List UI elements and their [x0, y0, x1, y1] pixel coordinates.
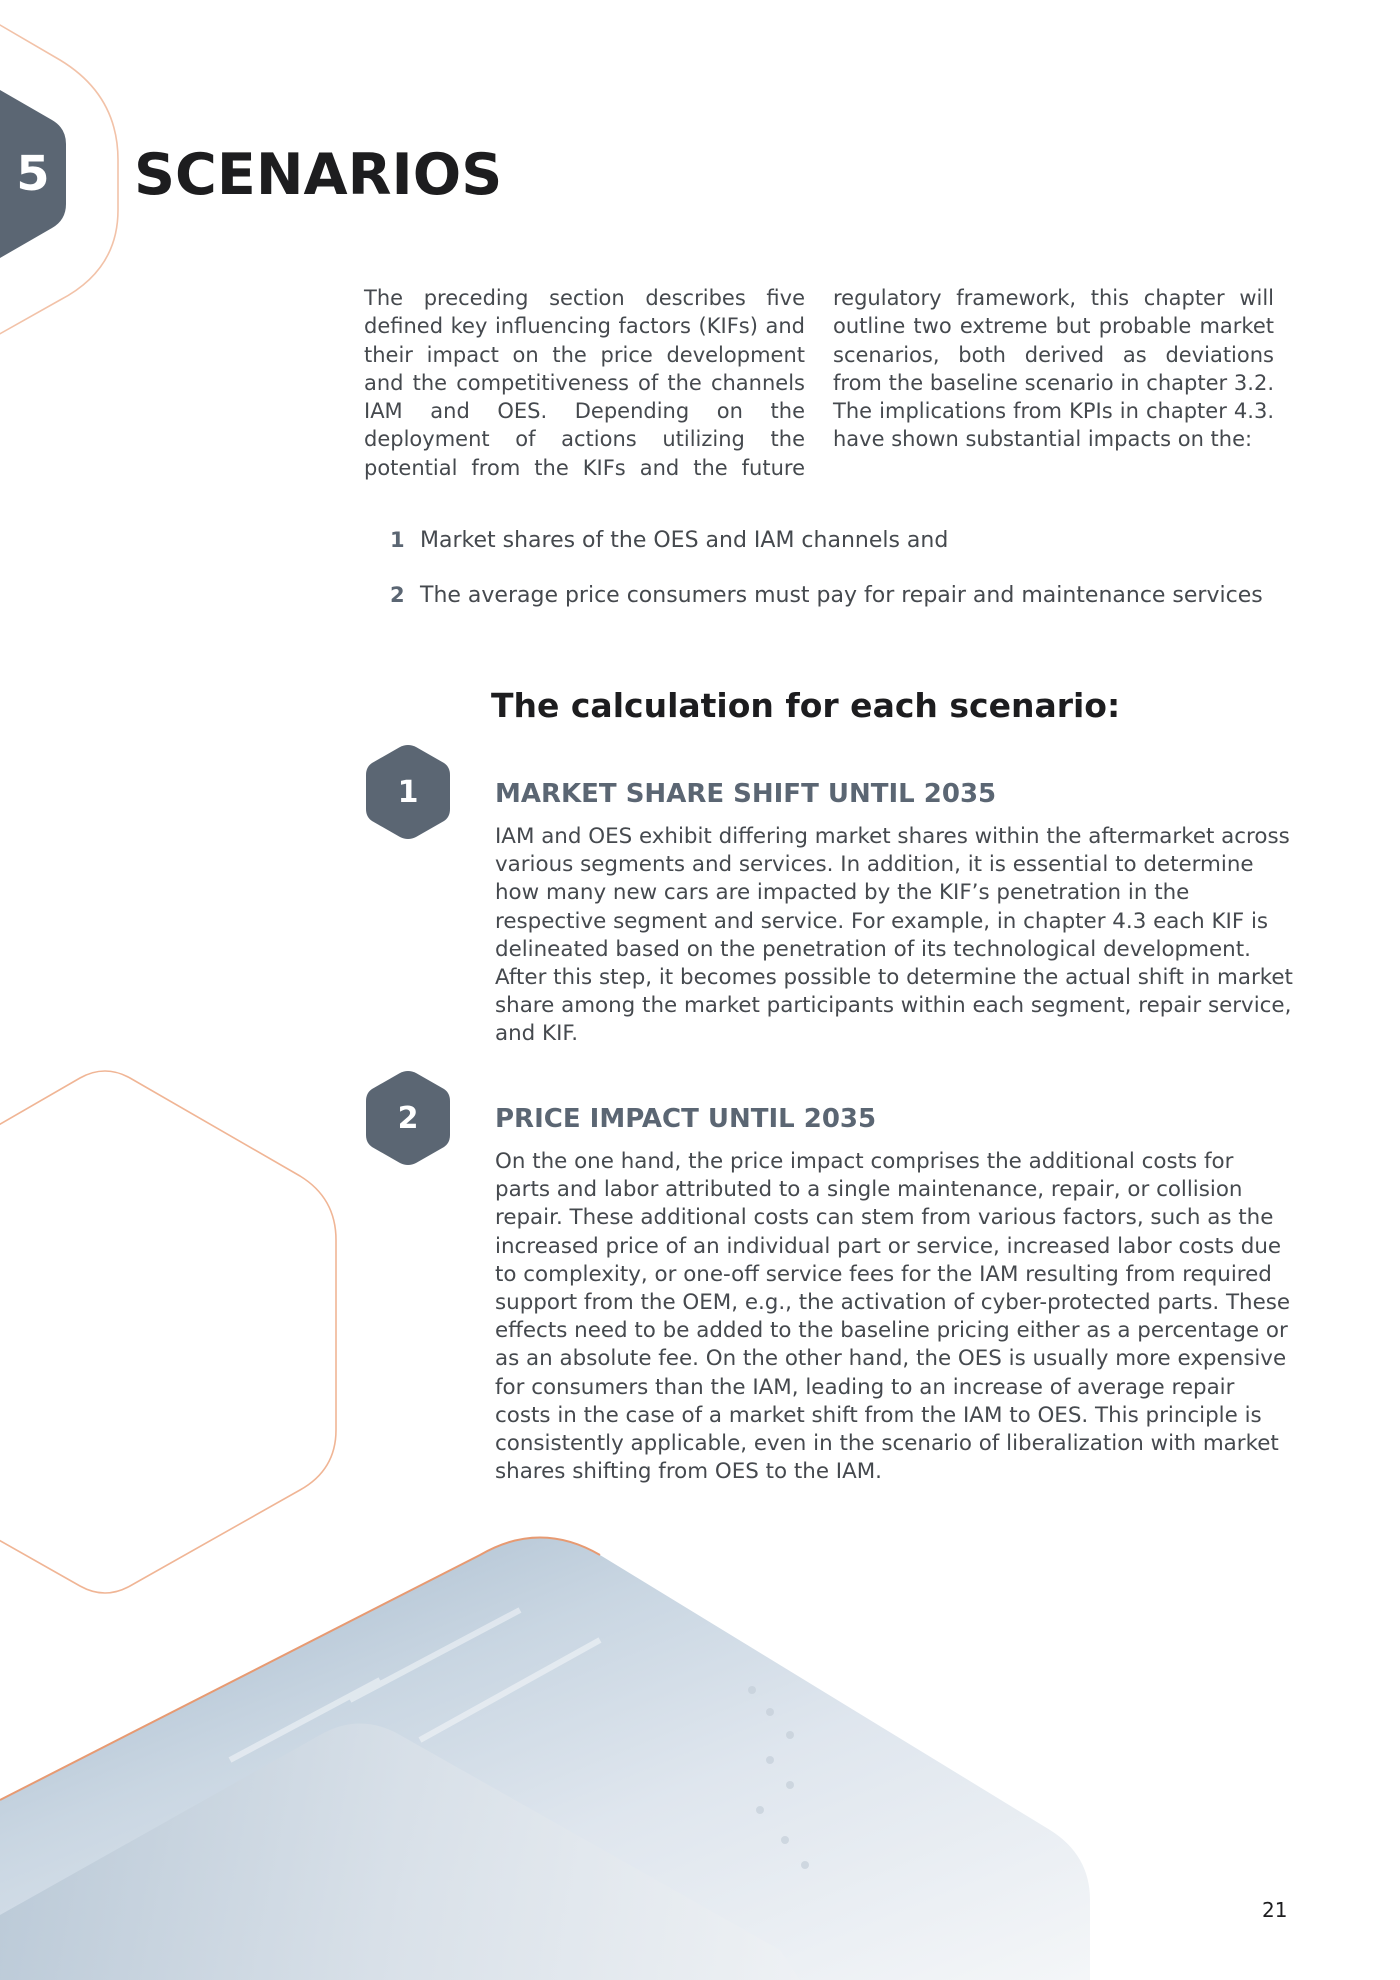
list-item-number: 1 — [390, 528, 405, 552]
step-badge — [366, 1071, 450, 1165]
list-item — [390, 528, 1263, 583]
step-title: PRICE IMPACT UNTIL 2035 — [495, 1104, 877, 1134]
page-title: SCENARIOS — [134, 142, 503, 208]
impact-list — [390, 528, 1263, 638]
step-number: 1 — [397, 774, 419, 810]
step-badge — [366, 745, 450, 839]
page-number: 21 — [1262, 1898, 1288, 1922]
list-item — [390, 583, 1263, 638]
step-number: 2 — [397, 1100, 419, 1136]
step-body: On the one hand, the price impact comprises the additional costs for parts and labor attributed to a single maintenance, repair, or collision repair. These additional costs can stem from various factors, such as the increased price of an individual part or service, increased labor costs due to complexity, or one-off service fees for the IAM resulting from required support from the OEM, e.g., the activation of cyber-protected parts. These effects need to be added to the baseline pricing either as a percentage or as an absolute fee. On the other hand, the OES is usually more expensive for consumers than the IAM, leading to an increase of average repair costs in the case of a market shift from the IAM to OES. This principle is consistently applicable, even in the scenario of liberalization with market shares shifting from OES to the IAM. — [495, 1149, 1291, 1485]
list-item-number: 2 — [390, 583, 405, 607]
list-item-text: Market shares of the OES and IAM channels and — [420, 528, 949, 553]
chapter-number: 5 — [16, 146, 50, 202]
intro-paragraph: The preceding section describes five defined key influencing factors (KIFs) and their impact on the price development and the competitiveness of the channels IAM and OES. Depending on the deployment of actions utilizing the potential from the KIFs and the future regulatory framework, this chapter will outline two extreme but probable market scenarios, both derived as deviations from the baseline scenario in chapter 3.2. The implications from KPIs in chapter 4.3. have shown substantial impacts on the: — [364, 286, 1274, 480]
calculation-heading: The calculation for each scenario: — [491, 686, 1121, 725]
step-title: MARKET SHARE SHIFT UNTIL 2035 — [495, 779, 997, 809]
intro-text — [364, 284, 1274, 482]
mid-hexagon-outline — [0, 1071, 336, 1593]
step-body: IAM and OES exhibit differing market shares within the aftermarket across various segments and services. In addition, it is essential to determine how many new cars are impacted by the KIF’s penetration in the respective segment and service. For example, in chapter 4.3 each KIF is delineated based on the penetration of its technological development. After this step, it becomes possible to determine the actual shift in market share among the market participants within each segment, repair service, and KIF. — [495, 824, 1293, 1047]
list-item-text: The average price consumers must pay for repair and maintenance services — [420, 583, 1263, 608]
